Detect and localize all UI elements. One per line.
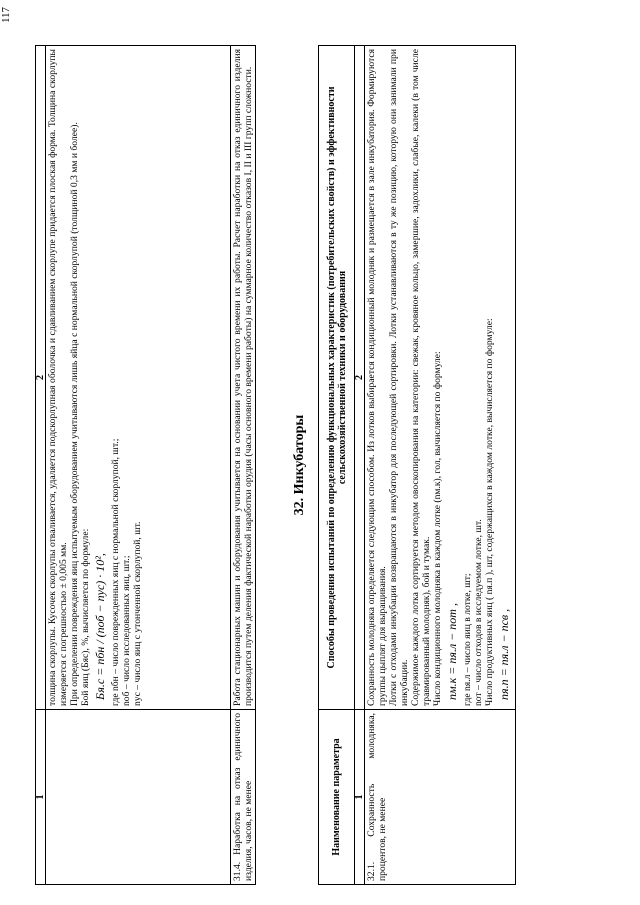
formula-productive-eggs: nя.п = nя.л − nсв ,: [497, 608, 511, 700]
desc-paragraph: Число продуктивных яиц ( nя.п ), шт, содержащихся в каждом лотке, вычисляется по формуле:: [484, 318, 495, 706]
formula-egg-breakage: Бя.с = nбн / (nоб − nус) · 10²,: [93, 553, 107, 700]
section-title: 32. Инкубаторы: [292, 414, 307, 516]
param-cell: 31.4. Наработка на отказ единичного изделия, часов, не менее: [231, 710, 256, 885]
table-row: [231, 46, 256, 885]
page-number: 117: [0, 6, 12, 24]
table-row: [365, 46, 516, 885]
where-line: где nбн – число поврежденных яиц с нормальной скорлупой, шт.;: [110, 438, 121, 706]
col-number-1: 1: [355, 710, 365, 885]
description-cell: [46, 46, 231, 710]
header-param-name: Наименование параметра: [319, 710, 355, 885]
param-cell: 32.1. Сохранность молодняка, процентов, не менее: [365, 710, 516, 885]
table-32-column-numbers: [355, 46, 365, 885]
table-row: [46, 46, 231, 885]
col-number-2: 2: [36, 46, 46, 710]
where-line: nус – число яиц с утонченной скорлупой, шт.: [132, 521, 143, 706]
desc-paragraph: При определении повреждения яиц испытуемым оборудованием учитываются лишь яйца с нормальной скорлупой (толщиной 0,3 мм и более).: [69, 122, 80, 706]
desc-paragraph: Содержимое каждого лотка сортируется методом овоскопирования на категории: свежак, кровяное кольцо, замершие, задохлики, слабые, калеки (в том числе травмированный молодняк), бой и тумак.: [410, 49, 432, 706]
table-32-header: [319, 46, 355, 885]
description-cell: [365, 46, 516, 710]
where-line: nот – число отходов в исследуемом лотке, шт.: [473, 519, 484, 706]
param-cell: [46, 710, 231, 885]
where-line: nоб – число исследованных яиц, шт.;: [121, 555, 132, 706]
desc-paragraph: Число кондиционного молодняка в каждом лотке (nм.к), гол, вычисляется по формуле:: [432, 351, 443, 706]
desc-paragraph: толщина скорлупы. Кусочек скорлупы отваливается, удаляется подскорлупная оболочка и сдавливанием скорлупе придается плоская форма. Толщина скорлупы измеряется с погрешностью ± 0,005 мм.: [47, 49, 69, 706]
col-number-1: 1: [36, 710, 46, 885]
desc-paragraph: Бой яиц (Бяс), %, вычисляется по формуле:: [80, 528, 91, 706]
desc-paragraph: Лотки с отходами инкубации возвращаются в инкубатор для последующей сортировки. Лотки устанавливаются в ту же позицию, которую они занимали при инкубации.: [388, 49, 410, 706]
table-31-column-numbers: [36, 46, 46, 885]
header-method: Способы проведения испытаний по определению функциональных характеристик (потребительских свойств) и эффективности сельскохозяйственной техники и оборудования: [319, 46, 355, 710]
table-32: [318, 45, 516, 885]
where-line: где nя.л – число яиц в лотке, шт;: [462, 573, 473, 706]
desc-paragraph: Работа стационарных машин и оборудования учитывается на основании учета чистого времени их работы. Расчет наработки на отказ единичного изделия производится путем деления фактической наработки орудия (часы основного времени работы) на суммарное количество отказов I, II и III групп сложности.: [232, 49, 254, 706]
col-number-2: 2: [355, 46, 365, 710]
formula-conditional-young: nм.к = nя.л − nот ,: [445, 603, 459, 700]
description-cell: [231, 46, 256, 710]
table-31: [35, 45, 256, 885]
desc-paragraph: Сохранность молодняка определяется следующим способом. Из лотков выбирается кондиционный молодняк и размещается в зале инкубатория. Формируются группы цыплят для выращивания.: [366, 49, 388, 706]
